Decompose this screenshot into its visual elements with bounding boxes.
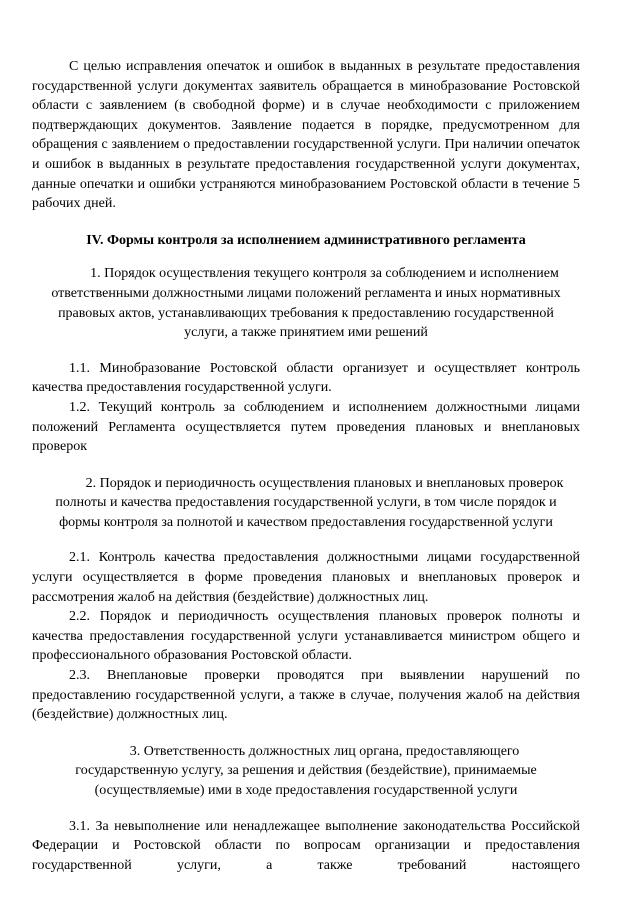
paragraph-2-3: 2.3. Внеплановые проверки проводятся при выявлении нарушений по предоставлению государственной услуги, а также в случае, получения жалоб на действия (бездействие) должностных лиц. [32,668,580,723]
subsection-3-heading: 3. Ответственность должностных лиц органа, предоставляющего государственную услугу, за решения и действия (бездействие), принимаемые (осуществляемые) ими в ходе предоставления государственной услуги [75,743,537,798]
subsection-1-heading: 1. Порядок осуществления текущего контроля за соблюдением и исполнением ответственными должностными лицами положений регламента и иных нормативных правовых актов, устанавливающих требования к предоставлению государственной услуги, а также принятием ими решений [51,266,561,341]
paragraph-intro: С целью исправления опечаток и ошибок в выданных в результате предоставления государственной услуги документах заявитель обращается в минобразование Ростовской области с заявлением (в свободной форме) и в случае необходимости с приложением подтверждающих документов. Заявление подается в порядке, предусмотренном для обращения с заявлением о предоставлении государственной услуги. При наличии опечаток и ошибок в выданных в результате предоставления государственной услуги документах, данные опечатки и ошибки устраняются минобразованием Ростовской области в течение 5 рабочих дней. [32,59,580,212]
paragraph-2-2: 2.2. Порядок и периодичность осуществления плановых проверок полноты и качества предоставления государственной услуги устанавливается министром общего и профессионального образования Ростовской области. [32,609,580,664]
paragraph-1-2: 1.2. Текущий контроль за соблюдением и исполнением должностными лицами положений Регламента осуществляется путем проведения плановых и внеплановых проверок [32,399,580,455]
document-page [32,57,580,875]
paragraph-2-1: 2.1. Контроль качества предоставления должностными лицами государственной услуги осуществляется в форме проведения плановых и внеплановых проверок и рассмотрения жалоб на действия (бездействие) должностных лиц. [32,550,580,605]
subsection-2-heading: 2. Порядок и периодичность осуществления плановых и внеплановых проверок полноты и качества предоставления государственной услуги, в том числе порядок и формы контроля за полнотой и качеством предоставления государственной услуги [55,475,564,530]
paragraph-1-1: 1.1. Минобразование Ростовской области организует и осуществляет контроль качества предоставления государственной услуги. [32,360,580,396]
section-iv-heading: IV. Формы контроля за исполнением административного регламента [86,232,526,248]
paragraph-3-1: 3.1. За невыполнение или ненадлежащее выполнение законодательства Российской Федерации и Ростовской области по вопросам организации и предоставления государственной услуги, а также требований настоящего [32,818,580,873]
